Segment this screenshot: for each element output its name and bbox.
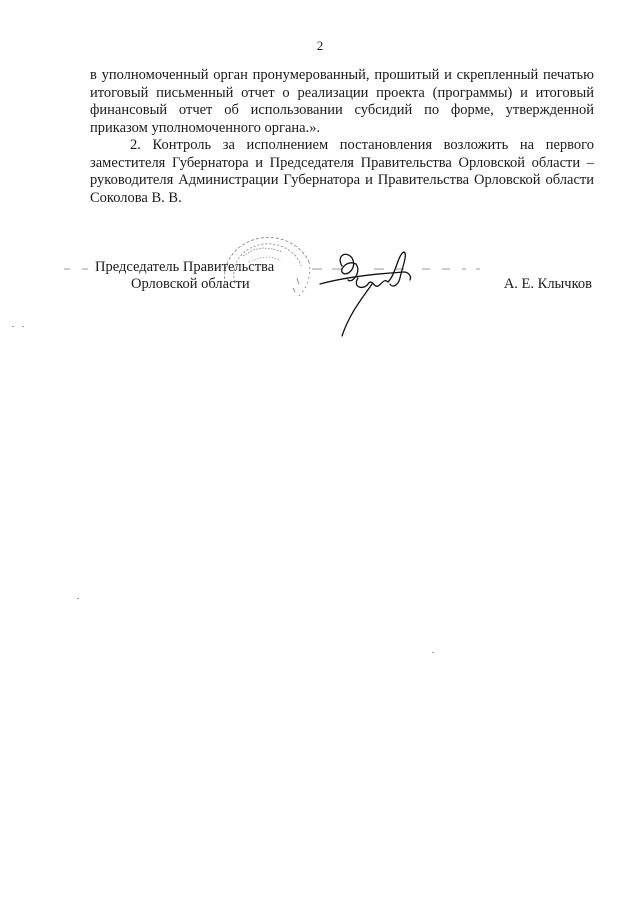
signatory-name: А. Е. Клычков [503,276,592,292]
handwritten-signature [312,238,422,338]
scan-speck [12,326,14,327]
signatory-title-line-2: Орловской области [131,276,250,292]
scan-speck [432,652,434,653]
scan-speck [77,598,79,599]
signatory-title-line-1: Председатель Правительства [95,259,275,275]
paragraph-2: 2. Контроль за исполнением постановления возложить на первого заместителя Губернатора и Председателя Правительства Орловской области – руководителя Администрации Губернатора и Правительства Орловской области Соколова В. В. [90,137,594,206]
paragraph-1: в уполномоченный орган пронумерованный, прошитый и скрепленный печатью итоговый письменный отчет о реализации проекта (программы) и итоговый финансовый отчет об использовании субсидий по форме, утвержденной приказом уполномоченного органа.». [90,67,594,136]
scan-speck [22,326,24,327]
page-number: 2 [316,38,324,53]
